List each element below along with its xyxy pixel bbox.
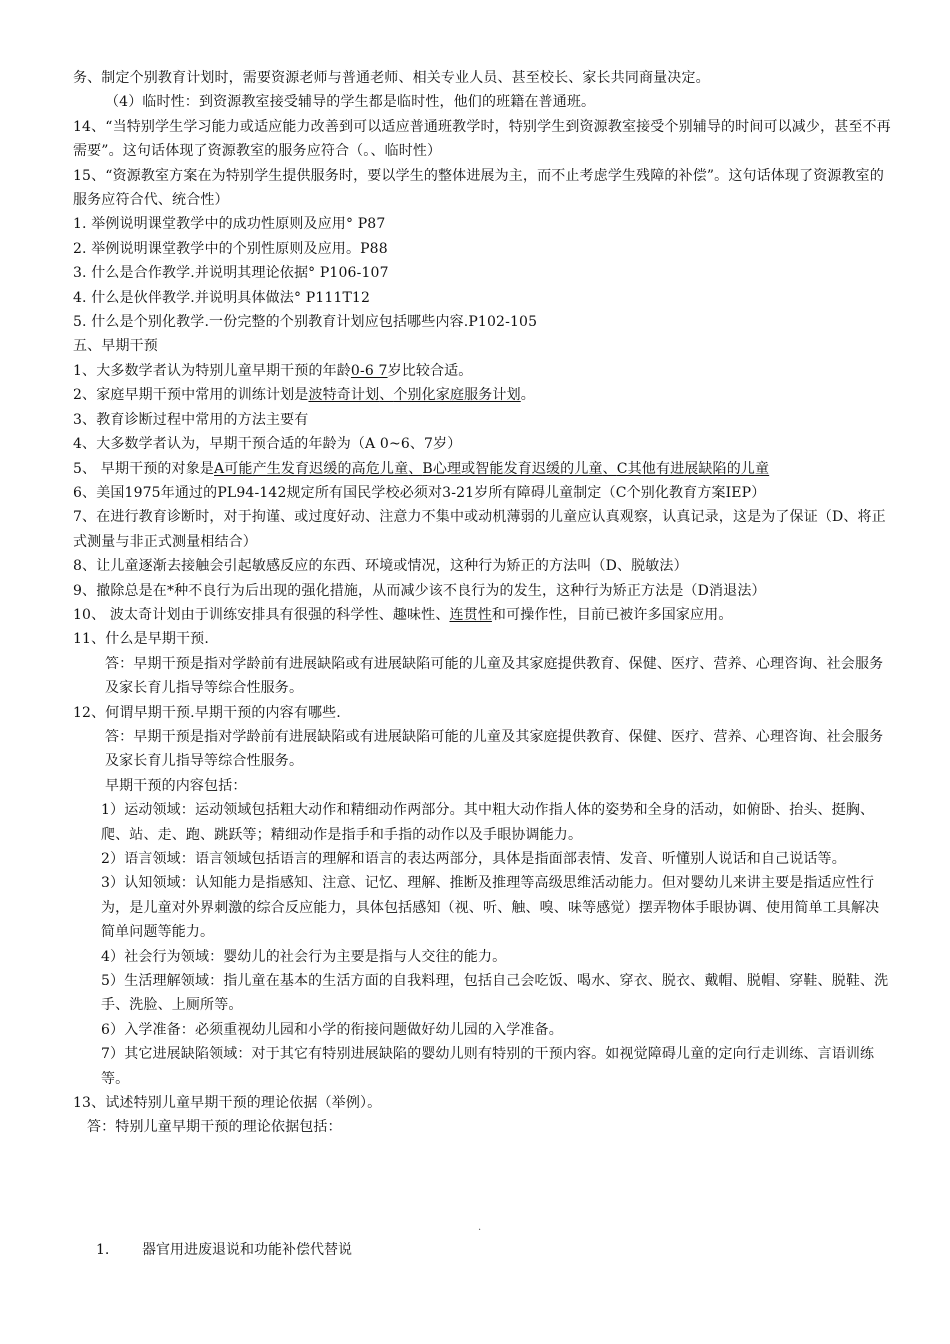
question-1: 1、大多数学者认为特别儿童早期干预的年龄0-6 7岁比较合适。 (73, 362, 473, 379)
answer-11: 答：早期干预是指对学龄前有进展缺陷或有进展缺陷可能的儿童及其家庭提供教育、保健、医疗、营养、心理咨询、社会服务及家长育儿指导等综合性服务。 (105, 655, 884, 697)
answer-12: 答：早期干预是指对学龄前有进展缺陷或有进展缺陷可能的儿童及其家庭提供教育、保健、医疗、营养、心理咨询、社会服务及家长育儿指导等综合性服务。 (105, 728, 884, 770)
underlined-answer: 波特奇计划 (308, 387, 380, 404)
content-item: 7）其它进展缺陷领域：对于其它有特别进展缺陷的婴幼儿则有特别的干预内容。如视觉障碍儿童的定向行走训练、言语训练等。 (101, 1046, 875, 1087)
review-item: 2. 举例说明课堂教学中的个别性原则及应用。P88 (73, 240, 388, 257)
page-marker: . (478, 1222, 482, 1233)
text-line: （4）临时性：到资源教室接受辅导的学生都是临时性，他们的班籍在普通班。 (105, 94, 596, 111)
question-7: 7、在进行教育诊断时，对于拘谨、或过度好动、注意力不集中或动机薄弱的儿童应认真观察，认真记录，这是为了保证（D、将正式测量与非正式测量相结合） (73, 509, 886, 550)
question-15: 15、“资源教室方案在为特别学生提供服务时，要以学生的整体进展为主，而不止考虑学生残障的补偿”。这句话体现了资源教室的服务应符合代、统合性） (73, 167, 884, 209)
underlined-answer: 0-6 7 (350, 362, 388, 379)
question-10: 10、 波太奇计划由于训练安排具有很强的科学性、趣味性、连贯性和可操作性，目前已被许多国家应用。 (73, 606, 733, 623)
underlined-answer: 个别化家庭服务计划 (393, 387, 521, 404)
content-item: 2）语言领域：语言领域包括语言的理解和语言的表达两部分，具体是指面部表情、发音、听懂别人说话和自己说话等。 (101, 851, 846, 867)
question-5: 5、 早期干预的对象是A可能产生发育迟缓的高危儿童、B心理或智能发育迟缓的儿童、C其他有进展缺陷的儿童 (73, 460, 770, 477)
document-body (73, 66, 893, 1140)
underlined-answer: B心理或智能发育迟缓的儿童 (422, 460, 603, 477)
review-item: 1. 举例说明课堂教学中的成功性原则及应用° P87 (73, 216, 386, 233)
answer-13: 答：特别儿童早期干预的理论依据包括： (87, 1119, 342, 1136)
underlined-answer: 连贯性 (449, 606, 492, 623)
review-item: 3. 什么是合作教学.并说明其理论依据° P106-107 (73, 265, 389, 282)
content-item: 6）入学准备：必须重视幼儿园和小学的衔接问题做好幼儿园的入学准备。 (101, 1021, 563, 1038)
underlined-answer: A可能产生发育迟缓的高危儿童 (214, 460, 409, 477)
text-line: 务、制定个别教育计划时，需要资源老师与普通老师、相关专业人员、甚至校长、家长共同商量决定。 (73, 70, 710, 86)
content-item: 3）认知领域：认知能力是指感知、注意、记忆、理解、推断及推理等高级思维活动能力。但对婴幼儿来讲主要是指适应性行为，是儿童对外界刺激的综合反应能力，具体包括感知（视、听、触、嗅、味等感觉）摆弄物体手眼协调、使用简单工具解决简单问题等能力。 (101, 875, 880, 941)
question-4: 4、大多数学者认为，早期干预合适的年龄为（A 0~6、7岁） (73, 436, 462, 453)
question-2: 2、家庭早期干预中常用的训练计划是波特奇计划、个别化家庭服务计划。 (73, 387, 535, 404)
question-11: 11、什么是早期干预. (73, 631, 209, 648)
underlined-answer: 、 (379, 387, 394, 404)
underlined-answer: C其他有进展缺陷的儿童 (616, 460, 770, 477)
review-item: 4. 什么是伙伴教学.并说明具体做法° P111T12 (73, 289, 371, 306)
question-13: 13、试述特别儿童早期干预的理论依据（举例）。 (73, 1095, 382, 1112)
content-item: 4）社会行为领域：婴幼儿的社会行为主要是指与人交往的能力。 (101, 948, 507, 965)
section-heading: 五、早期干预 (73, 338, 158, 355)
content-item: 1）运动领域：运动领域包括粗大动作和精细动作两部分。其中粗大动作指人体的姿势和全身的活动，如俯卧、抬头、挺胸、爬、站、走、跑、跳跃等；精细动作是指手和手指的动作以及手眼协调能力。 (101, 802, 875, 843)
question-3: 3、教育诊断过程中常用的方法主要有 (73, 411, 309, 428)
question-14: 14、“当特别学生学习能力或适应能力改善到可以适应普通班教学时，特别学生到资源教室接受个别辅导的时间可以减少，甚至不再需要”。这句话体现了资源教室的服务应符合（。、临时性） (73, 118, 891, 160)
content-item: 5）生活理解领域：指儿童在基本的生活方面的自我料理，包括自己会吃饭、喝水、穿衣、脱衣、戴帽、脱帽、穿鞋、脱鞋、洗手、洗脸、上厕所等。 (101, 973, 889, 1014)
footer-list-item: 1. 器官用进废退说和功能补偿代替说 (96, 1242, 352, 1258)
question-6: 6、美国1975年通过的PL94-142规定所有国民学校必须对3-21岁所有障碍儿童制定（C个别化教育方案IEP） (73, 484, 766, 501)
review-item: 5. 什么是个别化教学.一份完整的个别教育计划应包括哪些内容.P102-105 (73, 314, 538, 331)
content-heading: 早期干预的内容包括： (105, 777, 247, 794)
question-12: 12、何谓早期干预.早期干预的内容有哪些. (73, 704, 341, 721)
question-8: 8、让儿童逐渐去接触会引起敏感反应的东西、环境或情况，这种行为矫正的方法叫（D、脱敏法） (73, 558, 688, 575)
question-9: 9、撤除总是在*种不良行为后出现的强化措施，从而减少该不良行为的发生，这种行为矫正方法是（D消退法） (73, 582, 766, 599)
